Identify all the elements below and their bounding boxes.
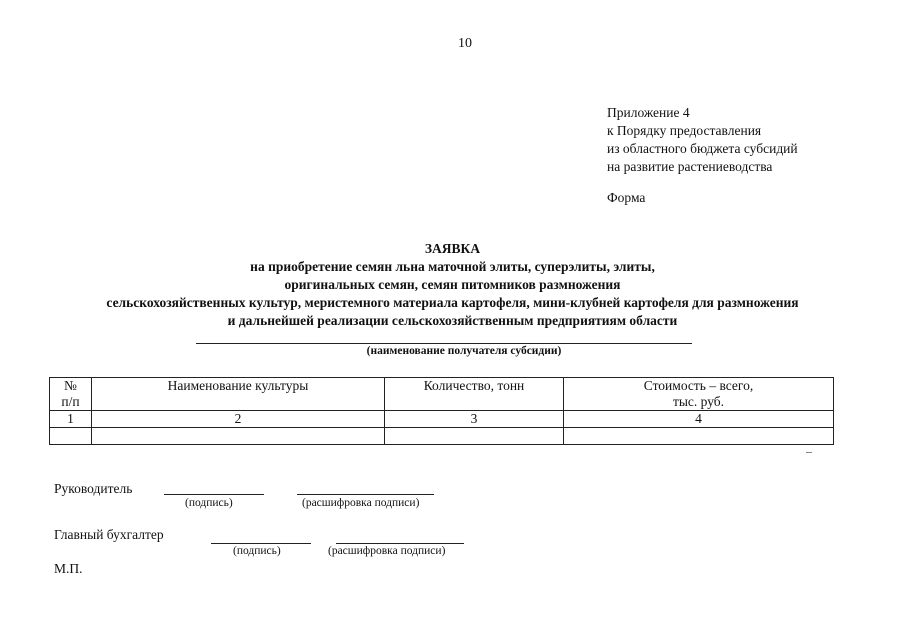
document-title	[0, 240, 905, 330]
table-cell: 3	[385, 411, 564, 428]
title-line: оригинальных семян, семян питомников размножения	[284, 277, 621, 292]
table-row	[50, 428, 834, 445]
table-cell: 2	[92, 411, 385, 428]
accountant-decoding-line[interactable]	[336, 543, 464, 544]
head-decoding-hint: (расшифровка подписи)	[302, 497, 420, 509]
appendix-line: к Порядку предоставления	[607, 123, 762, 138]
table-cell[interactable]	[92, 428, 385, 445]
table-edge-mark	[806, 452, 812, 453]
table-cell[interactable]	[385, 428, 564, 445]
form-label: Форма	[607, 190, 646, 205]
page-number: 10	[458, 36, 472, 51]
stamp-label: М.П.	[54, 561, 83, 576]
title-line: на приобретение семян льна маточной элиты, суперэлиты, элиты,	[250, 259, 655, 274]
table-number-row	[50, 411, 834, 428]
table-cell[interactable]	[50, 428, 92, 445]
recipient-name-line[interactable]	[196, 343, 692, 344]
head-signature-line[interactable]	[164, 494, 264, 495]
table-cell: 1	[50, 411, 92, 428]
table-cell[interactable]	[564, 428, 834, 445]
title-line: и дальнейшей реализации сельскохозяйственным предприятиям области	[227, 313, 678, 328]
appendix-line: из областного бюджета субсидий	[607, 141, 798, 156]
head-label: Руководитель	[54, 481, 133, 496]
header-quantity: Количество, тонн	[385, 378, 564, 411]
title-heading: ЗАЯВКА	[424, 241, 481, 256]
request-table	[49, 377, 834, 445]
title-line: сельскохозяйственных культур, меристемного материала картофеля, мини-клубней картофеля для размножения	[106, 295, 799, 310]
header-crop-name: Наименование культуры	[92, 378, 385, 411]
header-cost: Стоимость – всего, тыс. руб.	[564, 378, 834, 411]
head-decoding-line[interactable]	[297, 494, 434, 495]
accountant-signature-line[interactable]	[211, 543, 311, 544]
recipient-label: (наименование получателя субсидии)	[366, 345, 562, 357]
accountant-label: Главный бухгалтер	[54, 527, 164, 542]
header-number: № п/п	[50, 378, 92, 411]
table-cell: 4	[564, 411, 834, 428]
accountant-signature-hint: (подпись)	[233, 545, 281, 557]
table-header-row	[50, 378, 834, 411]
appendix-block	[607, 104, 798, 176]
head-signature-hint: (подпись)	[185, 497, 233, 509]
appendix-line: на развитие растениеводства	[607, 159, 773, 174]
appendix-line: Приложение 4	[607, 105, 690, 120]
accountant-decoding-hint: (расшифровка подписи)	[328, 545, 446, 557]
